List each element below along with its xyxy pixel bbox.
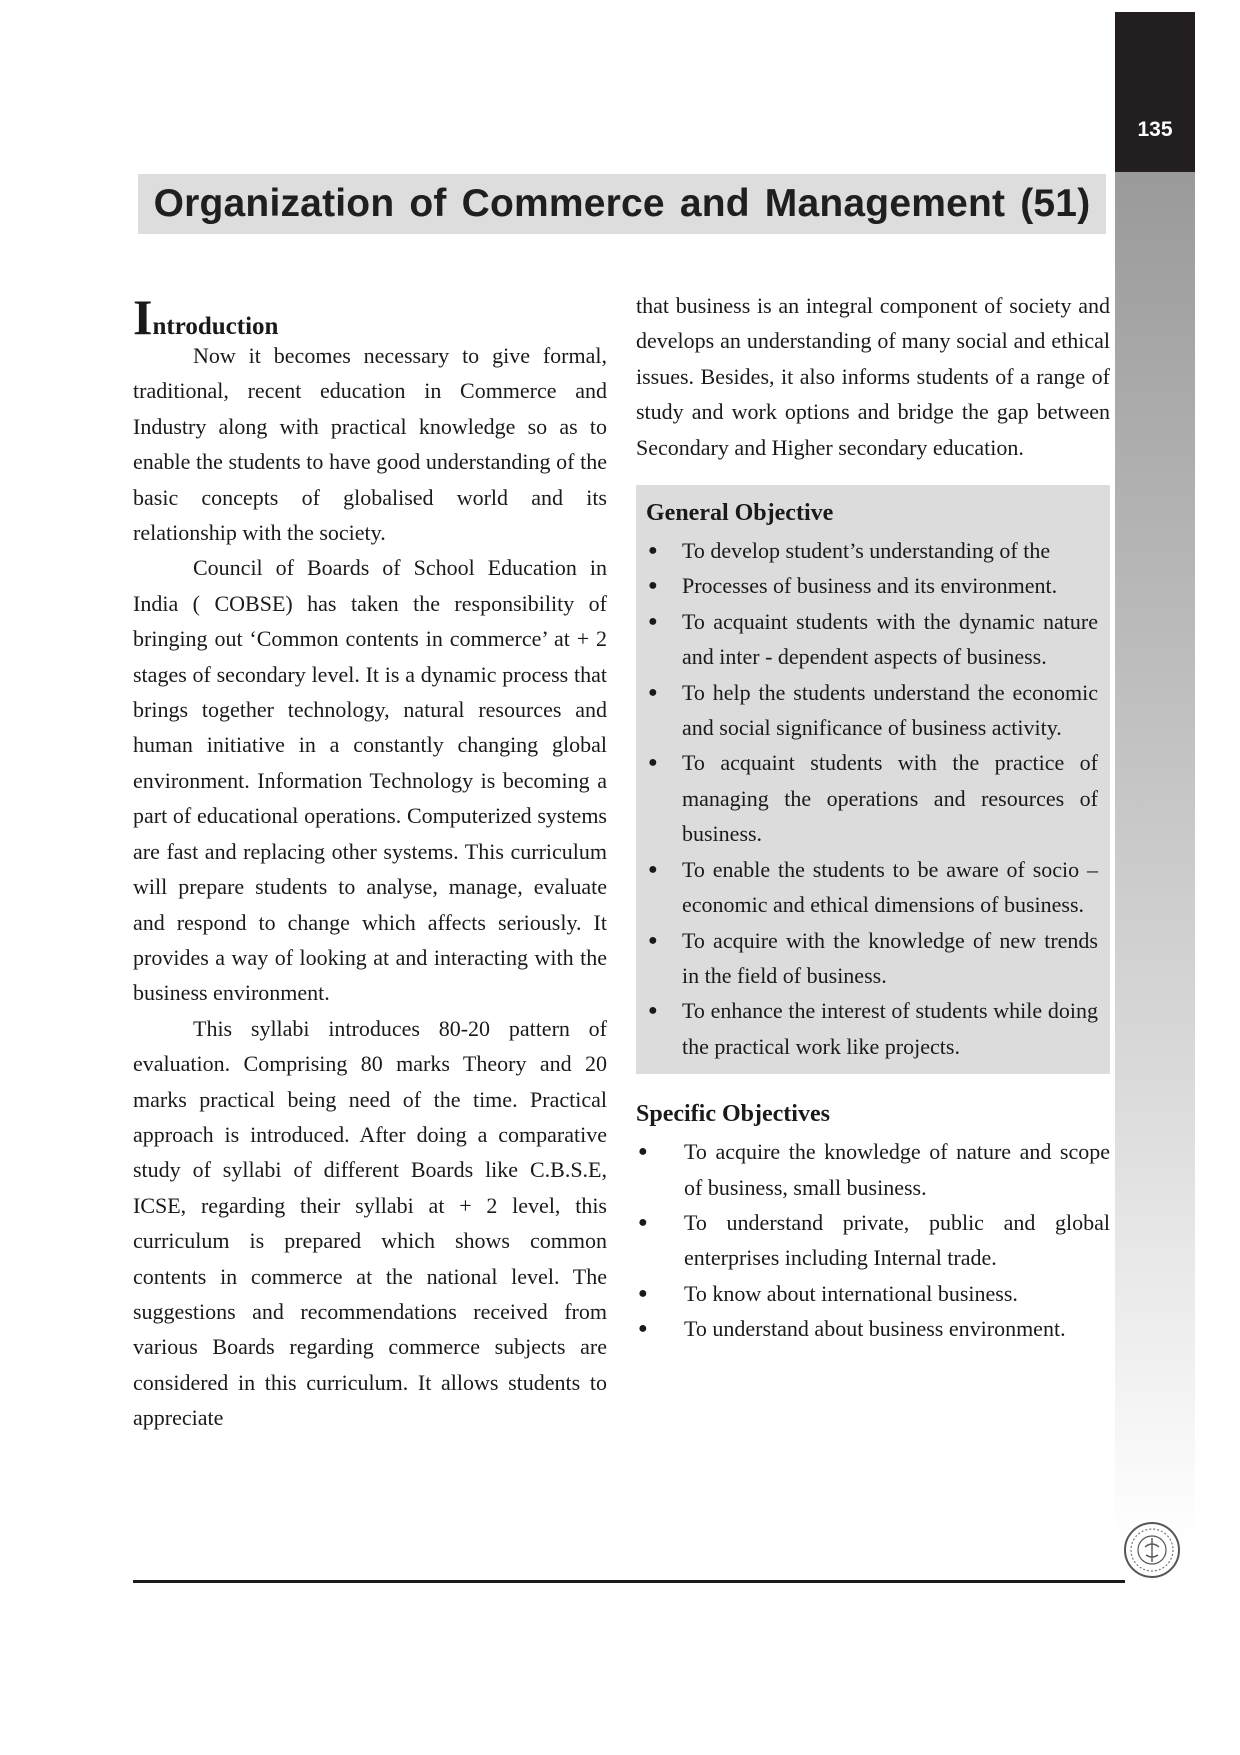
list-item-text: To acquire the knowledge of nature and scope of business, small business. — [684, 1139, 1110, 1200]
list-item-text: To understand about business environment. — [684, 1316, 1066, 1342]
list-item — [646, 923, 1098, 994]
list-item — [636, 1276, 1110, 1311]
right-column — [636, 288, 1110, 1347]
page-title: Organization of Commerce and Management (51) — [153, 182, 1091, 225]
bullet-icon: ● — [648, 577, 658, 595]
list-item-text: To know about international business. — [684, 1280, 1018, 1306]
list-item-text: To acquire with the knowledge of new trends in the field of business. — [682, 927, 1098, 988]
specific-objectives-list — [636, 1134, 1110, 1346]
bullet-icon: ● — [638, 1143, 648, 1161]
bullet-icon: ● — [638, 1284, 648, 1302]
footer-rule — [133, 1580, 1125, 1583]
list-item-text: To develop student’s understanding of the — [682, 538, 1051, 564]
list-item-text: To enable the students to be aware of socio – economic and ethical dimensions of business. — [682, 856, 1098, 918]
intro-continuation: that business is an integral component of society and develops an understanding of many social and ethical issues. Besides, it also informs students of a range of study and work options and bridge the gap between Secondary and Higher secondary education. — [636, 293, 1110, 460]
bullet-icon: ● — [648, 683, 658, 701]
intro-paragraph-2: Council of Boards of School Education in India ( COBSE) has taken the responsibility of bringing out ‘Common contents in commerce’ at + 2 stages of secondary level. It is a dynamic process that brings together technology, natural resources and human initiative in a constantly changing global environment. Information Technology is becoming a part of educational operations. Computerized systems are fast and replacing other systems. This curriculum will prepare students to analyse, manage, evaluate and respond to change which affects seriously. It provides a way of looking at and interacting with the business environment. — [133, 555, 607, 1006]
intro-paragraph-1: Now it becomes necessary to give formal, traditional, recent education in Commerce and Industry along with practical knowledge so as to enable the students to have good understanding of the basic concepts of globalised world and its relationship with the society. — [133, 343, 607, 546]
bullet-icon: ● — [648, 931, 658, 949]
list-item-text: To enhance the interest of students while doing the practical work like projects. — [682, 998, 1098, 1059]
page-number: 135 — [1137, 118, 1173, 141]
list-item-text: Processes of business and its environment. — [682, 573, 1058, 599]
left-column — [133, 289, 607, 1436]
intro-paragraph-3: This syllabi introduces 80-20 pattern of evaluation. Comprising 80 marks Theory and 20 marks practical being need of the time. Practical approach is introduced. After doing a comparative study of syllabi of different Boards like C.B.S.E, ICSE, regarding their syllabi at + 2 level, this curriculum is prepared which shows common contents in commerce at the national level. The suggestions and recommendations received from various Boards regarding commerce subjects are considered in this curriculum. It allows students to appreciate — [133, 1015, 607, 1431]
general-objective-heading: General Objective — [646, 500, 834, 527]
list-item — [646, 675, 1098, 746]
introduction-heading — [133, 289, 607, 345]
list-item — [646, 852, 1098, 923]
bullet-icon: ● — [648, 860, 658, 878]
list-item — [636, 1205, 1110, 1276]
list-item — [636, 1311, 1110, 1346]
list-item — [646, 993, 1098, 1064]
general-objective-list — [646, 533, 1098, 1064]
specific-objectives-heading: Specific Objectives — [636, 1101, 830, 1128]
bullet-icon: ● — [638, 1213, 648, 1231]
bullet-icon: ● — [648, 754, 658, 772]
list-item-text: To understand private, public and global enterprises including Internal trade. — [684, 1209, 1110, 1271]
list-item — [646, 604, 1098, 675]
list-item — [636, 1134, 1110, 1205]
drop-cap: I — [133, 289, 153, 345]
side-tab — [1115, 12, 1195, 172]
side-gradient-bar — [1115, 172, 1195, 1542]
bullet-icon: ● — [648, 612, 658, 630]
general-objective-box — [636, 485, 1110, 1074]
list-item — [646, 745, 1098, 851]
introduction-heading-rest: ntroduction — [152, 313, 279, 340]
bullet-icon: ● — [638, 1320, 648, 1338]
list-item-text: To help the students understand the economic and social significance of business activity. — [682, 679, 1098, 741]
list-item — [646, 533, 1098, 568]
list-item — [646, 568, 1098, 603]
list-item-text: To acquaint students with the dynamic nature and inter - dependent aspects of business. — [682, 608, 1098, 670]
bullet-icon: ● — [648, 542, 658, 560]
bullet-icon: ● — [648, 1002, 658, 1020]
list-item-text: To acquaint students with the practice of managing the operations and resources of business. — [682, 750, 1098, 847]
emblem-logo-icon — [1123, 1521, 1181, 1579]
